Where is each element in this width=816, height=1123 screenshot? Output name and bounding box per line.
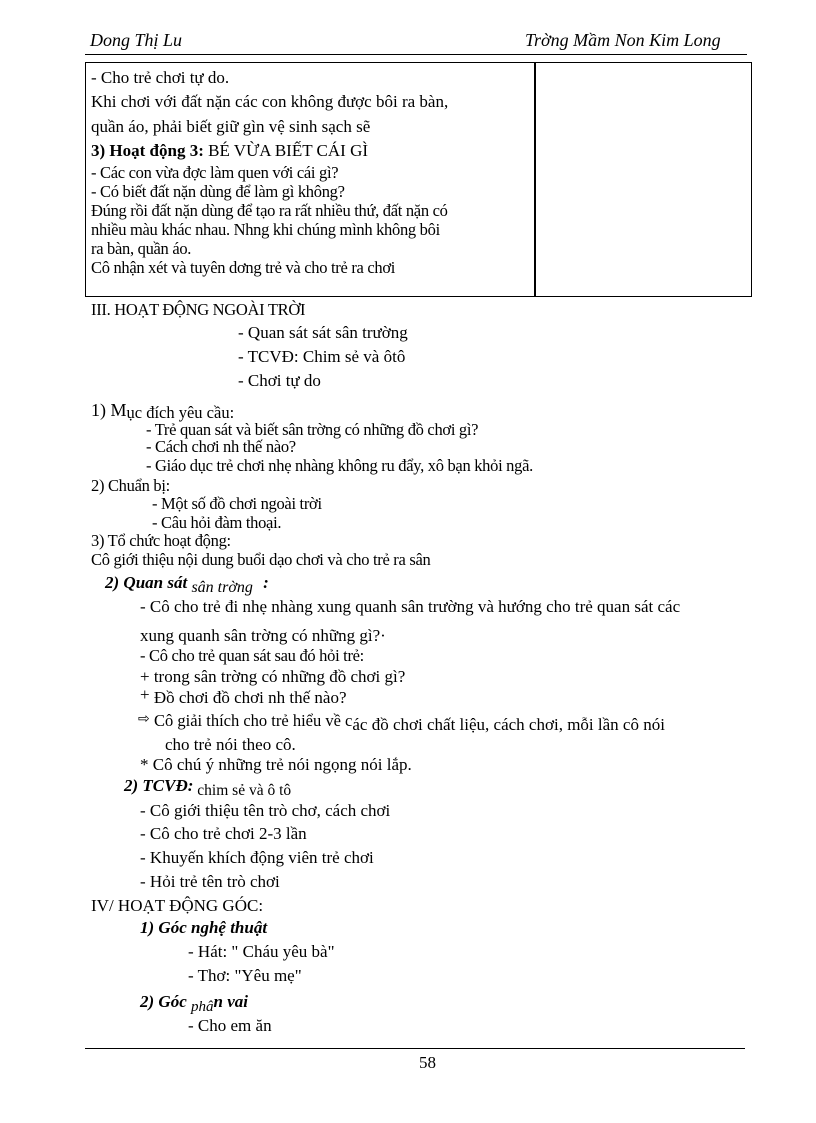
table-line: Khi chơi với đất nặn các con không được bôi ra bàn, (91, 92, 449, 111)
org-intro: Cô giới thiệu nội dung buổi dạo chơi và cho trẻ ra sân (91, 550, 431, 569)
header-rule (85, 54, 747, 55)
game-item: - Cô cho trẻ chơi 2-3 lần (140, 824, 307, 843)
table-cell-right (534, 62, 752, 297)
activity3-label: 3) Hoạt động 3: (91, 141, 204, 160)
role-heading-mid: phâ (190, 999, 214, 1015)
game-heading-tail: chim sẻ và ô tô (193, 782, 292, 799)
observe-heading-main: 2) Quan sát (105, 573, 188, 592)
prep-heading: 2) Chuẩn bị: (91, 476, 170, 495)
plus-mark: + (140, 685, 150, 704)
activity3-line (91, 141, 368, 161)
table-line: Đúng rồi đất nặn dùng để tạo ra rất nhiều thứ, đất nặn có (91, 201, 448, 220)
observe-heading-colon: : (263, 573, 269, 592)
observe-heading-tail: sân trờng (191, 579, 253, 596)
game-item: - Hỏi trẻ tên trò chơi (140, 872, 280, 891)
table-line: ra bàn, quần áo. (91, 239, 192, 258)
corner-heading: IV/ HOẠT ĐỘNG GÓC: (91, 896, 264, 915)
goals-item: - Cách chơi nh thế nào? (146, 437, 296, 456)
observe-line-text: Đồ chơi đồ chơi nh thế nào? (153, 688, 347, 707)
game-item: - Khuyến khích động viên trẻ chơi (140, 848, 374, 867)
section3-item: - Quan sát sát sân trường (238, 323, 408, 342)
table-line: - Cho trẻ chơi tự do. (91, 68, 230, 87)
observe-line: xung quanh sân trờng có những gì?· (140, 626, 386, 645)
org-heading: 3) Tổ chức hoạt động: (91, 531, 231, 550)
observe-heading (105, 573, 269, 596)
game-heading (124, 776, 292, 799)
table-line: nhiều màu khác nhau. Nhng khi chúng mình không bôi (91, 220, 440, 239)
role-corner-heading (140, 992, 248, 1015)
role-heading-main: 2) Góc (140, 992, 187, 1011)
table-line: Cô nhận xét và tuyên dơng trẻ và cho trẻ ra chơi (91, 258, 396, 277)
observe-line: * Cô chú ý những trẻ nói ngọng nói lắp. (140, 755, 412, 774)
prep-item: - Một số đồ chơi ngoài trời (152, 494, 322, 513)
footer-rule (85, 1048, 745, 1049)
goals-item: - Trẻ quan sát và biết sân trờng có những đồ chơi gì? (146, 420, 479, 439)
art-corner-heading: 1) Góc nghệ thuật (140, 918, 268, 937)
observe-line: - Cô cho trẻ quan sát sau đó hỏi trẻ: (140, 646, 364, 665)
observe-line-text: Cô giải thích cho trẻ hiểu về c (153, 711, 353, 730)
table-line: - Các con vừa đợc làm quen với cái gì? (91, 163, 339, 182)
goals-heading-rest: ục đích yêu cầu: (126, 403, 235, 422)
section3-heading: III. HOẠT ĐỘNG NGOÀI TRỜI (91, 300, 306, 319)
activity3-title: BÉ VỪA BIẾT CÁI GÌ (203, 141, 369, 160)
prep-item: - Câu hỏi đàm thoại. (152, 513, 282, 532)
arrow-icon: ⇨ (138, 711, 150, 727)
game-item: - Cô giới thiệu tên trò chơ, cách chơi (140, 801, 391, 820)
role-item: - Cho em ăn (188, 1016, 272, 1035)
observe-line: cho trẻ nói theo cô. (165, 735, 296, 754)
art-item: - Thơ: "Yêu mẹ" (188, 966, 302, 985)
goals-item: - Giáo dục trẻ chơi nhẹ nhàng không ru đẩy, xô bạn khỏi ngã. (146, 456, 533, 475)
header-author: Dong Thị Lu (90, 30, 183, 50)
game-heading-main: 2) TCVĐ: (124, 776, 194, 795)
table-line: quần áo, phải biết giữ gìn vệ sinh sạch sẽ (91, 117, 371, 136)
observe-line: - Cô cho trẻ đi nhẹ nhàng xung quanh sân trường và hướng cho trẻ quan sát các (140, 597, 681, 616)
role-heading-tail: n vai (213, 992, 248, 1011)
table-line: - Có biết đất nặn dùng để làm gì không? (91, 182, 345, 201)
observe-line-text: ác đồ chơi chất liệu, cách chơi, mỗi lần cô nói (352, 715, 665, 734)
observe-line (140, 685, 347, 708)
goals-heading-prefix: 1) M (91, 400, 127, 420)
goals-heading (91, 400, 234, 421)
art-item: - Hát: " Cháu yêu bà" (188, 942, 335, 961)
header-school: Trờng Mầm Non Kim Long (525, 30, 721, 50)
observe-line (138, 711, 665, 734)
section3-item: - TCVĐ: Chim sẻ và ôtô (238, 347, 406, 366)
section3-item: - Chơi tự do (238, 371, 321, 390)
observe-line: + trong sân trờng có những đồ chơi gì? (140, 667, 406, 686)
page-number: 58 (419, 1053, 436, 1072)
